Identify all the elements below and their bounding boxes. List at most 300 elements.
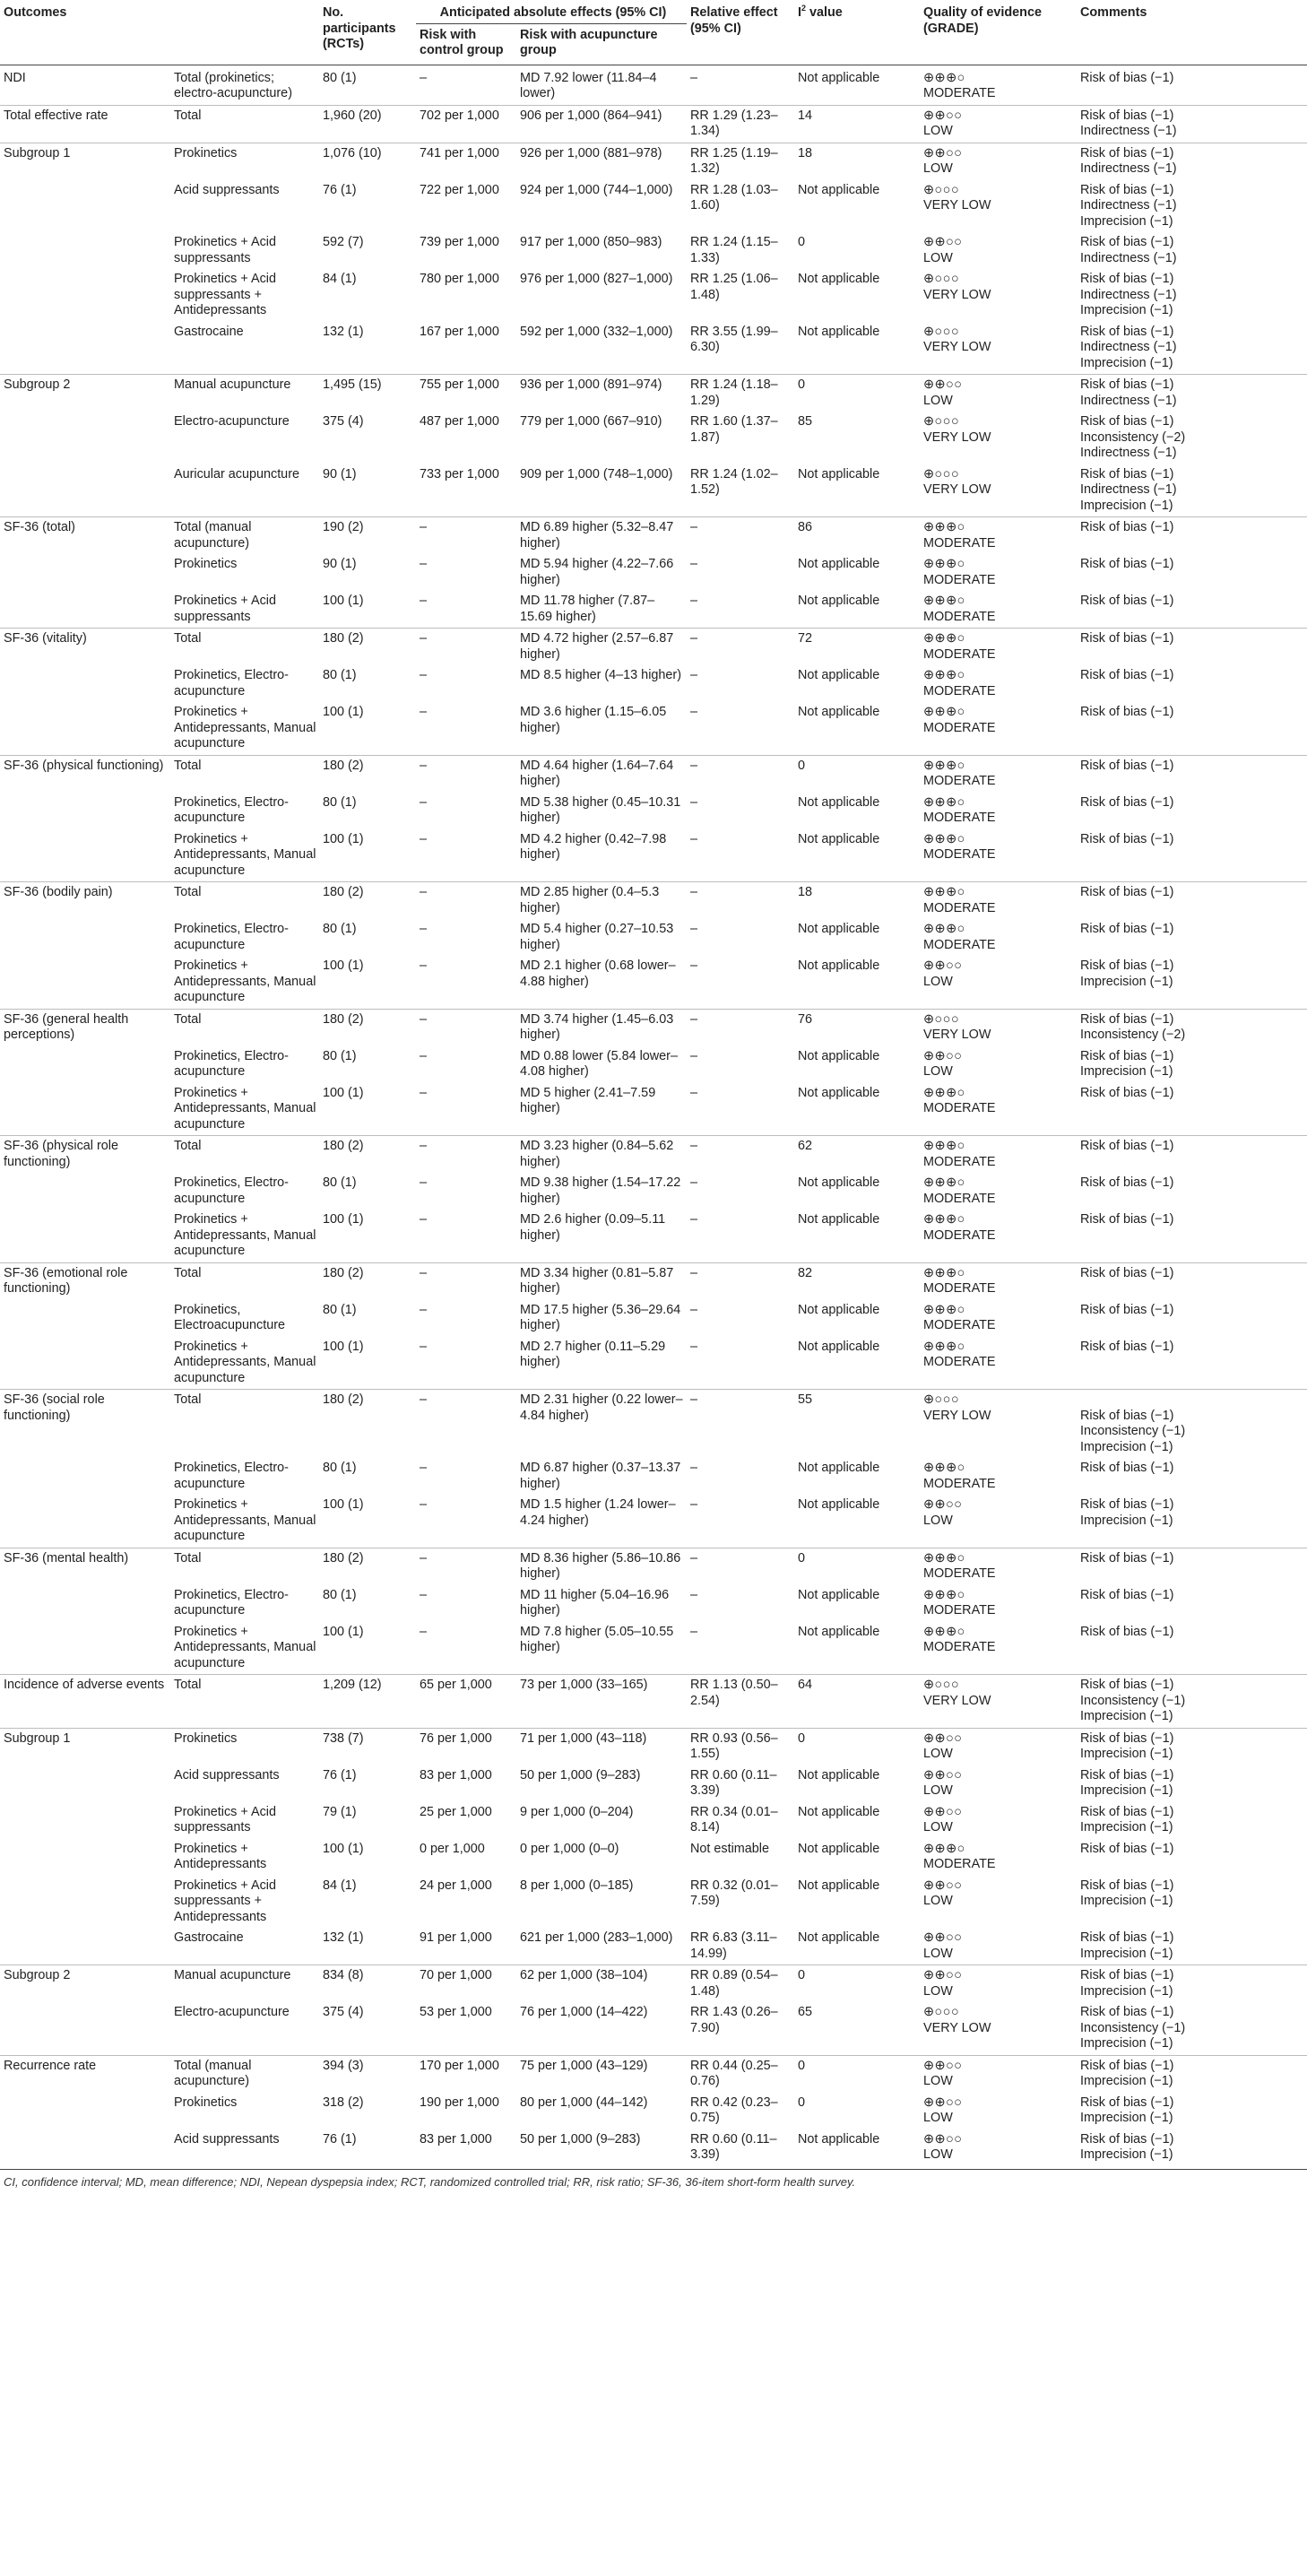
participants-cell: 1,076 (10) [319, 143, 416, 180]
participants-cell: 100 (1) [323, 1497, 364, 1512]
quality-cell [920, 232, 1077, 269]
quality-cell [920, 702, 1077, 755]
risk-acupuncture-cell: 926 per 1,000 (881–978) [516, 143, 687, 180]
comment-line: Imprecision (−1) [1080, 1709, 1173, 1723]
risk-control-cell: – [420, 1175, 428, 1190]
comment-line: Imprecision (−1) [1080, 355, 1173, 370]
comment-line: Risk of bias (−1) [1080, 668, 1174, 682]
comment-line: Risk of bias (−1) [1080, 1968, 1174, 1982]
grade-symbols-icon: ⊕⊕⊕○ [923, 1302, 965, 1317]
grade-rating: LOW [923, 393, 953, 408]
risk-control-cell: – [420, 1339, 428, 1354]
grade-symbols-icon: ⊕⊕⊕○ [923, 631, 965, 646]
risk-control-cell: – [420, 1497, 428, 1512]
outcome-cell: SF-36 (mental health) [0, 1548, 170, 1585]
relative-effect-cell: – [690, 1624, 698, 1639]
grade-symbols-icon: ⊕⊕⊕○ [923, 1461, 965, 1475]
subgroup-cell: Total [170, 755, 319, 793]
comment-line: Risk of bias (−1) [1080, 1841, 1174, 1856]
subgroup-cell: Total [170, 1009, 319, 1046]
participants-cell: 190 (2) [319, 517, 416, 555]
comment-line: Indirectness (−1) [1080, 250, 1177, 265]
grade-rating: LOW [923, 1513, 953, 1528]
subgroup-cell: Prokinetics + Antidepressants, Manual acupuncture [174, 831, 316, 878]
header-outcomes: Outcomes [0, 0, 319, 65]
outcome-cell: SF-36 (vitality) [0, 629, 170, 666]
comment-line: Risk of bias (−1) [1080, 631, 1174, 646]
risk-control-cell: – [420, 831, 428, 846]
participants-cell: 180 (2) [319, 1262, 416, 1300]
table-row [0, 1622, 1307, 1675]
quality-cell [920, 1337, 1077, 1390]
participants-cell: 394 (3) [319, 2055, 416, 2093]
relative-effect-cell: – [690, 1587, 698, 1602]
outcome-cell: Subgroup 2 [0, 375, 170, 412]
comment-line [1080, 1392, 1307, 1409]
risk-acupuncture-cell: MD 9.38 higher (1.54–17.22 higher) [520, 1175, 681, 1206]
comment-line: Risk of bias (−1) [1080, 1175, 1174, 1190]
risk-acupuncture-cell: 917 per 1,000 (850–983) [520, 235, 662, 249]
grade-symbols-icon: ⊕⊕○○ [923, 235, 963, 249]
comments-cell [1077, 232, 1307, 269]
risk-control-cell: 487 per 1,000 [420, 414, 499, 429]
subgroup-cell: Prokinetics + Acid suppressants [174, 594, 276, 624]
outcome-cell [0, 1585, 170, 1622]
comment-line: Risk of bias (−1) [1080, 1139, 1174, 1153]
table-row [0, 1458, 1307, 1495]
subgroup-cell: Prokinetics, Electro-acupuncture [174, 1461, 289, 1491]
subgroup-cell: Prokinetics + Acid suppressants [174, 1804, 276, 1834]
risk-acupuncture-cell: 75 per 1,000 (43–129) [516, 2055, 687, 2093]
participants-cell: 180 (2) [319, 1548, 416, 1585]
table-row [0, 1083, 1307, 1136]
risk-acupuncture-cell: MD 11 higher (5.04–16.96 higher) [520, 1587, 670, 1618]
participants-cell: 132 (1) [323, 324, 364, 339]
quality-cell [920, 1300, 1077, 1337]
comment-line: Risk of bias (−1) [1080, 520, 1174, 534]
comments-cell [1077, 375, 1307, 412]
quality-cell [920, 882, 1077, 920]
risk-control-cell: – [420, 1302, 428, 1317]
quality-cell [920, 269, 1077, 322]
table-row [0, 1839, 1307, 1876]
risk-acupuncture-cell: MD 3.23 higher (0.84–5.62 higher) [516, 1136, 687, 1174]
risk-acupuncture-cell: 936 per 1,000 (891–974) [516, 375, 687, 412]
relative-effect-cell: – [687, 1548, 794, 1585]
grade-rating: VERY LOW [923, 1028, 991, 1042]
risk-control-cell: – [416, 517, 516, 555]
comment-line: Imprecision (−1) [1080, 303, 1173, 317]
outcome-cell [0, 269, 170, 322]
quality-cell [920, 1876, 1077, 1929]
risk-acupuncture-cell: 50 per 1,000 (9–283) [516, 2129, 687, 2170]
comment-line: Risk of bias (−1) [1080, 1497, 1174, 1512]
risk-control-cell: 0 per 1,000 [420, 1841, 485, 1856]
risk-acupuncture-cell: 0 per 1,000 (0–0) [520, 1841, 619, 1856]
participants-cell: 100 (1) [323, 1339, 364, 1354]
grade-rating: LOW [923, 2074, 953, 2088]
grade-rating: LOW [923, 2111, 953, 2125]
table-row [0, 1009, 1307, 1046]
outcome-cell [0, 1622, 170, 1675]
risk-acupuncture-cell: 71 per 1,000 (43–118) [516, 1728, 687, 1765]
quality-cell [920, 2093, 1077, 2129]
quality-cell [920, 1585, 1077, 1622]
table-row [0, 1728, 1307, 1765]
comments-cell [1077, 1675, 1307, 1729]
comments-cell [1077, 1585, 1307, 1622]
header-comments: Comments [1077, 0, 1307, 65]
comments-cell [1077, 702, 1307, 755]
subgroup-cell: Electro-acupuncture [174, 414, 290, 429]
risk-acupuncture-cell: 592 per 1,000 (332–1,000) [520, 324, 673, 339]
quality-cell [920, 1928, 1077, 1965]
grade-symbols-icon: ⊕⊕⊕○ [923, 1339, 965, 1354]
comment-line: Imprecision (−1) [1080, 1064, 1173, 1079]
outcome-cell [0, 1046, 170, 1083]
outcome-cell [0, 180, 170, 233]
comments-cell [1077, 1928, 1307, 1965]
i2-value-cell: 0 [794, 1728, 920, 1765]
relative-effect-cell: RR 0.44 (0.25–0.76) [687, 2055, 794, 2093]
comments-cell [1077, 1728, 1307, 1765]
subgroup-cell: Acid suppressants [174, 1767, 280, 1782]
grade-rating: LOW [923, 974, 953, 989]
comment-line: Risk of bias (−1) [1080, 1930, 1174, 1945]
header-i2-letter: I [798, 5, 801, 20]
grade-rating: VERY LOW [923, 1408, 991, 1423]
risk-control-cell: 167 per 1,000 [420, 324, 499, 339]
outcome-cell [0, 232, 170, 269]
risk-acupuncture-cell: 8 per 1,000 (0–185) [520, 1878, 634, 1893]
risk-control-cell: – [420, 1461, 428, 1475]
comment-line: Risk of bias (−1) [1080, 145, 1174, 160]
comment-line: Imprecision (−1) [1080, 1946, 1173, 1961]
quality-cell [920, 1083, 1077, 1136]
outcome-cell: SF-36 (social role functioning) [0, 1390, 170, 1459]
comment-line: Risk of bias (−1) [1080, 1339, 1174, 1354]
grade-rating: LOW [923, 161, 953, 176]
comment-line: Risk of bias (−1) [1080, 594, 1174, 608]
outcome-cell: Total effective rate [0, 105, 170, 143]
relative-effect-cell: Not estimable [690, 1841, 769, 1856]
risk-acupuncture-cell: MD 5.4 higher (0.27–10.53 higher) [520, 922, 674, 952]
comment-line: Risk of bias (−1) [1080, 324, 1174, 339]
quality-cell [920, 1622, 1077, 1675]
risk-acupuncture-cell: MD 5.94 higher (4.22–7.66 higher) [520, 557, 674, 587]
relative-effect-cell: – [687, 517, 794, 555]
relative-effect-cell: – [690, 1085, 698, 1100]
subgroup-cell: Prokinetics + Antidepressants, Manual acupuncture [174, 1339, 316, 1385]
risk-acupuncture-cell: 80 per 1,000 (44–142) [520, 2095, 648, 2110]
risk-control-cell: – [420, 922, 428, 936]
risk-acupuncture-cell: MD 3.6 higher (1.15–6.05 higher) [520, 705, 667, 735]
comments-cell [1077, 2093, 1307, 2129]
grade-symbols-icon: ⊕⊕⊕○ [923, 758, 965, 773]
risk-control-cell: 91 per 1,000 [420, 1930, 492, 1945]
table-row [0, 665, 1307, 702]
i2-value-cell: Not applicable [798, 1804, 880, 1819]
comment-line: Imprecision (−1) [1080, 2111, 1173, 2125]
table-row [0, 1173, 1307, 1210]
grade-symbols-icon: ⊕⊕⊕○ [923, 1265, 965, 1280]
comment-line: Imprecision (−1) [1080, 213, 1173, 229]
grade-symbols-icon: ⊕⊕⊕○ [923, 1624, 965, 1639]
i2-value-cell: Not applicable [798, 182, 880, 197]
i2-value-cell: 0 [794, 2055, 920, 2093]
relative-effect-cell: RR 1.60 (1.37–1.87) [690, 414, 778, 445]
subgroup-cell: Prokinetics, Electro-acupuncture [174, 922, 289, 952]
risk-acupuncture-cell: 906 per 1,000 (864–941) [516, 105, 687, 143]
subgroup-cell: Total [170, 1136, 319, 1174]
outcome-cell [0, 554, 170, 591]
grade-rating: MODERATE [923, 1191, 996, 1206]
i2-value-cell: Not applicable [798, 668, 880, 682]
risk-control-cell: 190 per 1,000 [420, 2095, 499, 2110]
comment-line: Risk of bias (−1) [1080, 1011, 1174, 1027]
i2-value-cell: Not applicable [798, 958, 880, 973]
table-row [0, 554, 1307, 591]
grade-symbols-icon: ⊕⊕⊕○ [923, 557, 965, 571]
subgroup-cell: Total [170, 1390, 319, 1459]
subgroup-cell: Total (manual acupuncture) [170, 517, 319, 555]
risk-control-cell: – [420, 594, 428, 608]
risk-acupuncture-cell: MD 2.6 higher (0.09–5.11 higher) [520, 1212, 666, 1243]
outcome-cell: Subgroup 1 [0, 1728, 170, 1765]
relative-effect-cell: – [690, 1302, 698, 1317]
relative-effect-cell: – [687, 1262, 794, 1300]
participants-cell: 132 (1) [323, 1930, 364, 1945]
comment-line: Indirectness (−1) [1080, 161, 1177, 176]
i2-value-cell: 82 [794, 1262, 920, 1300]
quality-cell [920, 517, 1077, 555]
risk-acupuncture-cell: MD 8.5 higher (4–13 higher) [520, 668, 681, 682]
outcome-cell [0, 1083, 170, 1136]
quality-cell [920, 375, 1077, 412]
risk-control-cell: – [420, 557, 428, 571]
comments-cell [1077, 882, 1307, 920]
comment-line: Indirectness (−1) [1080, 446, 1177, 460]
grade-symbols-icon: ⊕○○○ [923, 2005, 960, 2019]
participants-cell: 100 (1) [323, 1841, 364, 1856]
outcome-cell [0, 1765, 170, 1802]
grade-rating: MODERATE [923, 1101, 996, 1115]
grade-symbols-icon: ⊕⊕○○ [923, 2131, 963, 2147]
subgroup-cell: Prokinetics + Acid suppressants + Antidepressants [174, 1878, 276, 1924]
participants-cell: 90 (1) [323, 466, 357, 481]
i2-value-cell: 0 [794, 1965, 920, 2003]
i2-value-cell: 62 [794, 1136, 920, 1174]
relative-effect-cell: RR 0.89 (0.54–1.48) [687, 1965, 794, 2003]
risk-acupuncture-cell: 50 per 1,000 (9–283) [520, 1767, 641, 1782]
i2-value-cell: 0 [794, 375, 920, 412]
quality-cell [920, 554, 1077, 591]
quality-cell [920, 1390, 1077, 1459]
i2-value-cell: Not applicable [798, 1624, 880, 1639]
comments-cell [1077, 1136, 1307, 1174]
participants-cell: 76 (1) [323, 182, 357, 197]
i2-value-cell: Not applicable [798, 794, 880, 810]
participants-cell: 1,960 (20) [319, 105, 416, 143]
outcome-cell [0, 1300, 170, 1337]
quality-cell [920, 1839, 1077, 1876]
outcome-cell: NDI [0, 65, 170, 105]
grade-symbols-icon: ⊕⊕⊕○ [923, 1550, 965, 1566]
comment-line: Imprecision (−1) [1080, 1820, 1173, 1834]
grade-symbols-icon: ⊕○○○ [923, 414, 960, 429]
table-row [0, 1046, 1307, 1083]
participants-cell: 375 (4) [323, 414, 364, 429]
table-row [0, 180, 1307, 233]
relative-effect-cell: RR 0.93 (0.56–1.55) [687, 1728, 794, 1765]
participants-cell: 80 (1) [323, 1302, 357, 1317]
risk-control-cell: – [416, 65, 516, 105]
relative-effect-cell: RR 1.24 (1.02–1.52) [690, 466, 778, 497]
subgroup-cell: Prokinetics [174, 2095, 238, 2110]
table-row [0, 882, 1307, 920]
i2-value-cell: 18 [794, 882, 920, 920]
i2-value-cell: 72 [794, 629, 920, 666]
grade-rating: MODERATE [923, 811, 996, 825]
comment-line: Risk of bias (−1) [1080, 1265, 1174, 1280]
table-row [0, 1585, 1307, 1622]
comments-cell [1077, 2129, 1307, 2170]
grade-rating: VERY LOW [923, 482, 991, 497]
risk-acupuncture-cell: MD 4.72 higher (2.57–6.87 higher) [516, 629, 687, 666]
i2-value-cell: 14 [794, 105, 920, 143]
relative-effect-cell: RR 6.83 (3.11–14.99) [690, 1930, 777, 1961]
comment-line: Indirectness (−1) [1080, 340, 1177, 354]
outcome-cell [0, 591, 170, 629]
relative-effect-cell: RR 1.24 (1.15–1.33) [690, 235, 778, 265]
grade-rating: MODERATE [923, 1603, 996, 1618]
quality-cell [920, 180, 1077, 233]
participants-cell: 180 (2) [319, 1390, 416, 1459]
subgroup-cell: Total [170, 1548, 319, 1585]
risk-control-cell: 70 per 1,000 [416, 1965, 516, 2003]
risk-control-cell: – [420, 1212, 428, 1227]
table-row [0, 1210, 1307, 1262]
participants-cell: 318 (2) [323, 2095, 364, 2110]
comments-cell [1077, 665, 1307, 702]
comments-cell [1077, 919, 1307, 956]
comments-cell [1077, 2055, 1307, 2093]
grade-rating: LOW [923, 1983, 953, 1999]
grade-symbols-icon: ⊕○○○ [923, 182, 960, 197]
i2-value-cell: 0 [798, 2095, 806, 2110]
outcome-cell [0, 2129, 170, 2170]
outcome-cell: Subgroup 2 [0, 1965, 170, 2003]
table-row [0, 919, 1307, 956]
participants-cell: 100 (1) [323, 958, 364, 973]
table-row [0, 829, 1307, 882]
relative-effect-cell: RR 0.32 (0.01–7.59) [690, 1878, 778, 1908]
quality-cell [920, 105, 1077, 143]
relative-effect-cell: – [687, 1390, 794, 1459]
quality-cell [920, 1009, 1077, 1046]
subgroup-cell: Total [170, 1675, 319, 1729]
table-row [0, 464, 1307, 517]
grade-symbols-icon: ⊕⊕○○ [923, 1968, 963, 1982]
quality-cell [920, 2055, 1077, 2093]
participants-cell: 592 (7) [323, 235, 364, 249]
risk-acupuncture-cell: MD 2.31 higher (0.22 lower–4.84 higher) [516, 1390, 687, 1459]
risk-acupuncture-cell: 909 per 1,000 (748–1,000) [520, 466, 673, 481]
grade-symbols-icon: ⊕○○○ [923, 272, 960, 286]
comments-cell [1077, 1083, 1307, 1136]
risk-control-cell: 722 per 1,000 [420, 182, 499, 197]
subgroup-cell: Total [170, 882, 319, 920]
quality-cell [920, 2129, 1077, 2170]
table-header [0, 0, 1307, 65]
risk-acupuncture-cell: MD 5.38 higher (0.45–10.31 higher) [520, 794, 681, 825]
grade-rating: MODERATE [923, 683, 996, 698]
table-row [0, 1675, 1307, 1729]
risk-control-cell: 733 per 1,000 [420, 466, 499, 481]
comment-line: Risk of bias (−1) [1080, 1302, 1174, 1317]
subgroup-cell: Prokinetics + Antidepressants, Manual acupuncture [174, 705, 316, 750]
subgroup-cell: Manual acupuncture [170, 1965, 319, 2003]
i2-value-cell: Not applicable [798, 1878, 880, 1893]
subgroup-cell: Prokinetics + Antidepressants, Manual acupuncture [174, 1085, 316, 1132]
quality-cell [920, 464, 1077, 517]
risk-control-cell: – [416, 1009, 516, 1046]
relative-effect-cell: – [690, 705, 698, 719]
participants-cell: 1,495 (15) [319, 375, 416, 412]
participants-cell: 100 (1) [323, 831, 364, 846]
quality-cell [920, 829, 1077, 882]
grade-rating: VERY LOW [923, 287, 991, 302]
comment-line: Risk of bias (−1) [1080, 885, 1174, 899]
grade-rating: LOW [923, 1946, 953, 1961]
subgroup-cell: Prokinetics, Electroacupuncture [174, 1302, 285, 1332]
participants-cell: 180 (2) [319, 882, 416, 920]
grade-symbols-icon: ⊕⊕⊕○ [923, 1587, 965, 1602]
comment-line: Indirectness (−1) [1080, 482, 1177, 497]
comments-cell [1077, 1765, 1307, 1802]
comment-line: Imprecision (−1) [1080, 2147, 1173, 2162]
comment-line: Risk of bias (−1) [1080, 1461, 1174, 1475]
participants-cell: 80 (1) [323, 794, 357, 810]
outcome-cell [0, 829, 170, 882]
participants-cell: 180 (2) [319, 1136, 416, 1174]
risk-control-cell: 755 per 1,000 [416, 375, 516, 412]
header-i2-superscript: 2 [801, 4, 807, 13]
risk-acupuncture-cell: 9 per 1,000 (0–204) [520, 1804, 634, 1819]
risk-control-cell: – [416, 882, 516, 920]
risk-acupuncture-cell: MD 2.1 higher (0.68 lower–4.88 higher) [520, 958, 676, 989]
grade-symbols-icon: ⊕⊕⊕○ [923, 705, 965, 719]
participants-cell: 80 (1) [319, 65, 416, 105]
relative-effect-cell: RR 0.60 (0.11–3.39) [690, 1767, 777, 1798]
subgroup-cell: Prokinetics + Antidepressants [174, 1841, 267, 1871]
comment-line: Risk of bias (−1) [1080, 705, 1174, 719]
participants-cell: 80 (1) [323, 922, 357, 936]
outcome-cell [0, 1876, 170, 1929]
outcome-cell: SF-36 (emotional role functioning) [0, 1262, 170, 1300]
comments-cell [1077, 143, 1307, 180]
risk-acupuncture-cell: MD 4.64 higher (1.64–7.64 higher) [516, 755, 687, 793]
table-row [0, 1337, 1307, 1390]
grade-rating: LOW [923, 2147, 953, 2162]
grade-rating: LOW [923, 1064, 953, 1079]
quality-cell [920, 629, 1077, 666]
i2-value-cell: Not applicable [798, 324, 880, 339]
quality-cell [920, 65, 1077, 105]
comments-cell [1077, 1802, 1307, 1839]
risk-acupuncture-cell: MD 11.78 higher (7.87–15.69 higher) [520, 594, 655, 624]
risk-acupuncture-cell: MD 17.5 higher (5.36–29.64 higher) [520, 1302, 681, 1332]
